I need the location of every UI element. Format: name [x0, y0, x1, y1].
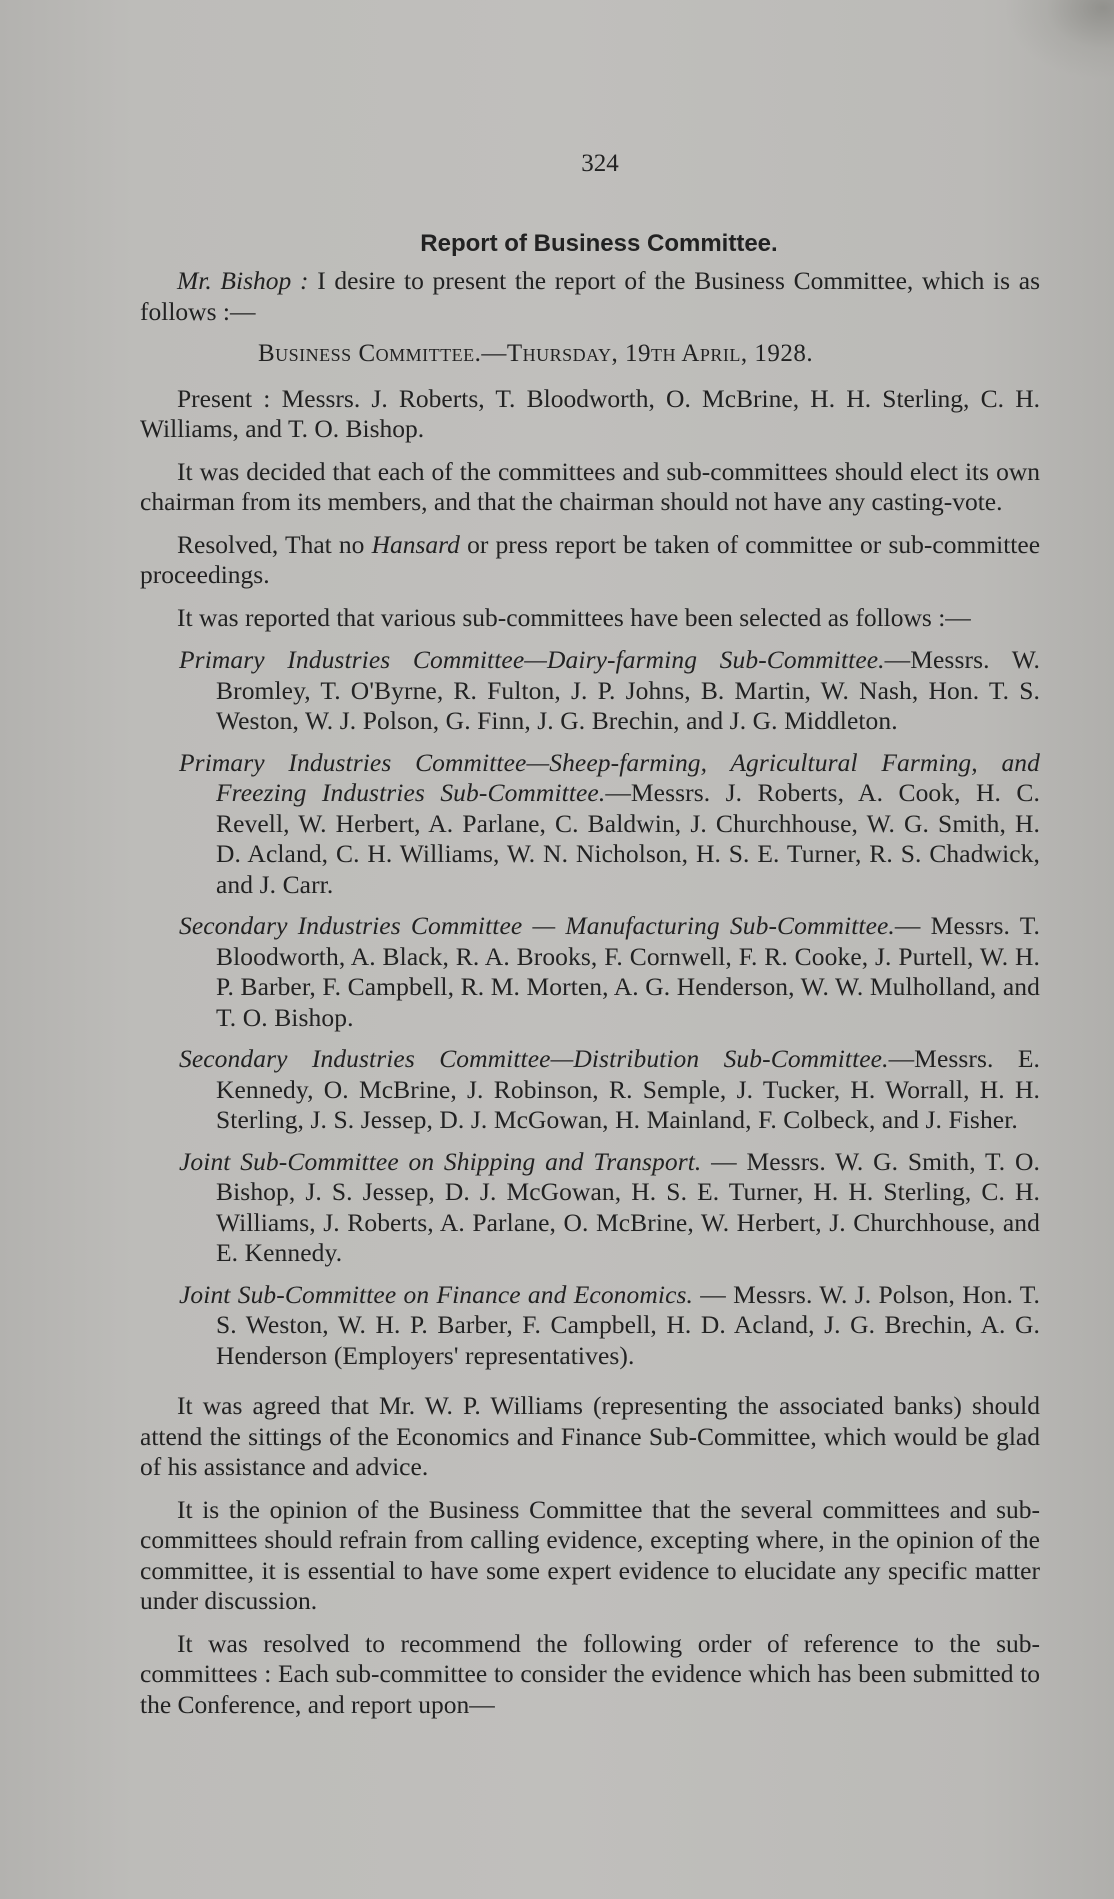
speaker-name: Mr. Bishop : — [177, 266, 309, 295]
agreed-paragraph: It was agreed that Mr. W. P. Williams (representing the associated banks) should attend the sittings of the Economics and Finance Sub-Committee, which would be glad of his assistance and advice. — [140, 1391, 1040, 1481]
opinion-paragraph: It is the opinion of the Business Committee that the several committees and sub-committees should refrain from calling evidence, excepting where, in the opinion of the committee, it is essential to have some expert evidence to elucidate any specific matter under discussion. — [140, 1494, 1040, 1615]
subcommittee-name: Secondary Industries Committee—Distribution Sub-Committee. — [179, 1044, 889, 1073]
subcommittee-name: Secondary Industries Committee — Manufacturing Sub-Committee. — [179, 911, 895, 940]
resolved-text-end: or press report be taken of committee or sub-committee proceedings. — [140, 529, 1041, 589]
page-content — [140, 150, 1040, 1732]
page-corner-stain — [1004, 0, 1114, 80]
subcommittee-members: —Messrs. W. Bromley, T. O'Byrne, R. Fulton, J. P. Johns, B. Martin, W. Nash, Hon. T. S. Weston, W. J. Polson, G. Finn, J. G. Brechin, and J. G. Middleton. — [216, 645, 1040, 735]
subcommittee-members: — Messrs. W. J. Polson, Hon. T. S. Weston, W. H. P. Barber, F. Campbell, H. D. Acland, J. G. Brechin, A. G. Henderson (Employers' representatives). — [216, 1279, 1040, 1370]
resolved-paragraph — [140, 530, 1040, 591]
subcommittee-name: Primary Industries Committee—Dairy-farming Sub-Committee. — [179, 645, 885, 674]
subcommittee-entry — [140, 1044, 1040, 1136]
subcommittee-entry — [140, 911, 1040, 1033]
subcommittee-list — [140, 645, 1040, 1371]
report-title: Report of Business Committee. — [420, 230, 778, 257]
subcommittee-entry — [140, 748, 1040, 901]
decision-paragraph: It was decided that each of the committees and sub-committees should elect its own chairman from its members, and that the chairman should not have any casting-vote. — [140, 456, 1040, 516]
subcommittee-name: Joint Sub-Committee on Shipping and Transport. — [179, 1146, 702, 1176]
meeting-heading: Business Committee.—Thursday, 19th April, 1928. — [258, 340, 814, 367]
present-paragraph: Present : Messrs. J. Roberts, T. Bloodworth, O. McBrine, H. H. Sterling, C. H. Williams, and T. O. Bishop. — [140, 383, 1040, 443]
resolved-text-start: Resolved, That no — [177, 529, 365, 559]
page-number: 324 — [581, 150, 619, 177]
subcommittee-members: —Messrs. E. Kennedy, O. McBrine, J. Robinson, R. Semple, J. Tucker, H. Worrall, H. H. Sterling, J. S. Jessep, D. J. McGowan, H. Mainland, F. Colbeck, and J. Fisher. — [216, 1044, 1040, 1134]
subcommittee-entry — [140, 1280, 1040, 1372]
intro-paragraph — [140, 266, 1040, 327]
intro-text: I desire to present the report of the Business Committee, which is as follows :— — [140, 266, 1041, 326]
hansard-italic: Hansard — [371, 529, 460, 559]
subcommittee-entry — [140, 1147, 1040, 1269]
reported-paragraph: It was reported that various sub-committees have been selected as follows :— — [177, 602, 971, 632]
subcommittee-members: —Messrs. J. Roberts, A. Cook, H. C. Revell, W. Herbert, A. Parlane, C. Baldwin, J. Churchhouse, W. G. Smith, H. D. Acland, C. H. Williams, W. N. Nicholson, H. S. E. Turner, R. S. Chadwick, and J. Carr. — [216, 778, 1040, 899]
subcommittee-entry — [140, 645, 1040, 737]
subcommittee-members: — Messrs. W. G. Smith, T. O. Bishop, J. S. Jessep, D. J. McGowan, H. S. E. Turner, H. H. Sterling, C. H. Williams, J. Roberts, A. Parlane, O. McBrine, W. Herbert, J. Churchhouse, and E. Kennedy. — [216, 1146, 1040, 1267]
order-of-reference-paragraph: It was resolved to recommend the following order of reference to the sub-committees : Each sub-committee to consider the evidence which has been submitted to the Conference, and report upon— — [140, 1628, 1040, 1719]
subcommittee-name: Primary Industries Committee—Sheep-farming, Agricultural Farming, and Freezing Industries Sub-Committee. — [179, 747, 1040, 807]
subcommittee-members: — Messrs. T. Bloodworth, A. Black, R. A. Brooks, F. Cornwell, F. R. Cooke, J. Purtell, W. H. P. Barber, F. Campbell, R. M. Morten, A. G. Henderson, W. W. Mulholland, and T. O. Bishop. — [216, 911, 1040, 1032]
subcommittee-name: Joint Sub-Committee on Finance and Economics. — [179, 1279, 693, 1309]
